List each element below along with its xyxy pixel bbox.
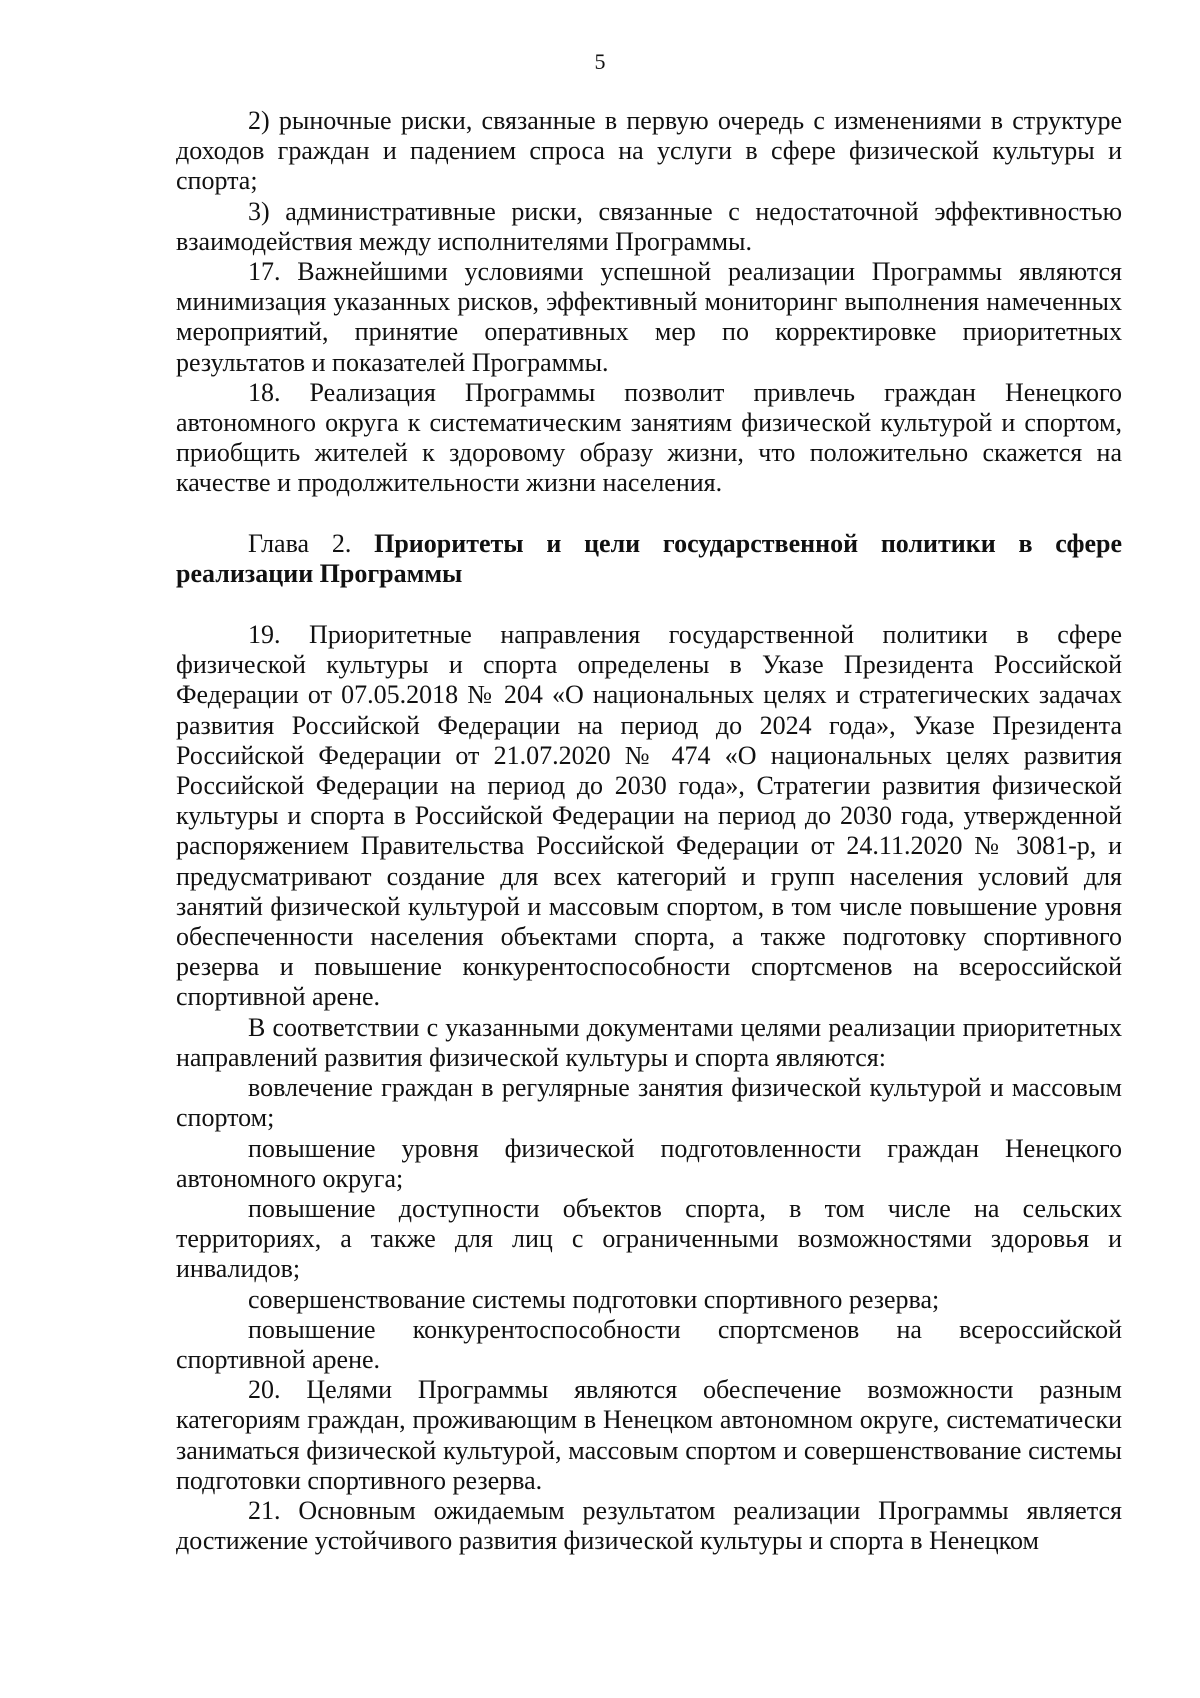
document-body xyxy=(176,106,1122,1556)
paragraph-17: 17. Важнейшими условиями успешной реализации Программы являются минимизация указанных рисков, эффективный мониторинг выполнения намеченных мероприятий, принятие оперативных мер по корректировке приоритетных результатов и показателей Программы. xyxy=(176,257,1122,377)
paragraph-market-risks: 2) рыночные риски, связанные в первую очередь с изменениями в структуре доходов граждан и падением спроса на услуги в сфере физической культуры и спорта; xyxy=(176,106,1122,196)
goal-item: повышение доступности объектов спорта, в том числе на сельских территориях, а также для лиц с ограниченными возможностями здоровья и инвалидов; xyxy=(176,1193,1122,1284)
chapter-title: Приоритеты и цели государственной политики в сфере реализации Программы xyxy=(176,528,1123,588)
paragraph-18: 18. Реализация Программы позволит привлечь граждан Ненецкого автономного округа к систематическим занятиям физической культурой и спортом, приобщить жителей к здоровому образу жизни, что положительно скажется на качестве и продолжительности жизни населения. xyxy=(176,377,1122,498)
chapter-prefix: Глава 2. xyxy=(248,528,352,558)
paragraph-administrative-risks: 3) административные риски, связанные с недостаточной эффективностью взаимодействия между исполнителями Программы. xyxy=(176,196,1122,256)
paragraph-21: 21. Основным ожидаемым результатом реализации Программы является достижение устойчивого развития физической культуры и спорта в Ненецком xyxy=(176,1495,1122,1556)
goal-item: повышение уровня физической подготовленности граждан Ненецкого автономного округа; xyxy=(176,1133,1122,1193)
goal-item: вовлечение граждан в регулярные занятия физической культурой и массовым спортом; xyxy=(176,1073,1122,1133)
chapter-heading xyxy=(176,529,1122,589)
paragraph-20: 20. Целями Программы являются обеспечение возможности разным категориям граждан, проживающим в Ненецком автономном округе, систематически заниматься физической культурой, массовым спортом и совершенствование системы подготовки спортивного резерва. xyxy=(176,1375,1122,1495)
goal-item: совершенствование системы подготовки спортивного резерва; xyxy=(248,1284,940,1314)
goal-item: повышение конкурентоспособности спортсменов на всероссийской спортивной арене. xyxy=(176,1314,1122,1374)
paragraph-19: 19. Приоритетные направления государственной политики в сфере физической культуры и спорта определены в Указе Президента Российской Федерации от 07.05.2018 № 204 «О национальных целях и стратегических задачах развития Российской Федерации на период до 2024 года», Указе Президента Российской Федерации от 21.07.2020 № 474 «О национальных целях развития Российской Федерации на период до 2030 года», Стратегии развития физической культуры и спорта в Российской Федерации на период до 2030 года, утвержденной распоряжением Правительства Российской Федерации от 24.11.2020 № 3081-р, и предусматривают создание для всех категорий и групп населения условий для занятий физической культурой и массовым спортом, в том числе повышение уровня обеспеченности населения объектами спорта, а также подготовку спортивного резерва и повышение конкурентоспособности спортсменов на всероссийской спортивной арене. xyxy=(176,620,1122,1012)
page-number: 5 xyxy=(594,49,606,74)
paragraph-goals-intro: В соответствии с указанными документами целями реализации приоритетных направлений развития физической культуры и спорта являются: xyxy=(176,1012,1122,1072)
